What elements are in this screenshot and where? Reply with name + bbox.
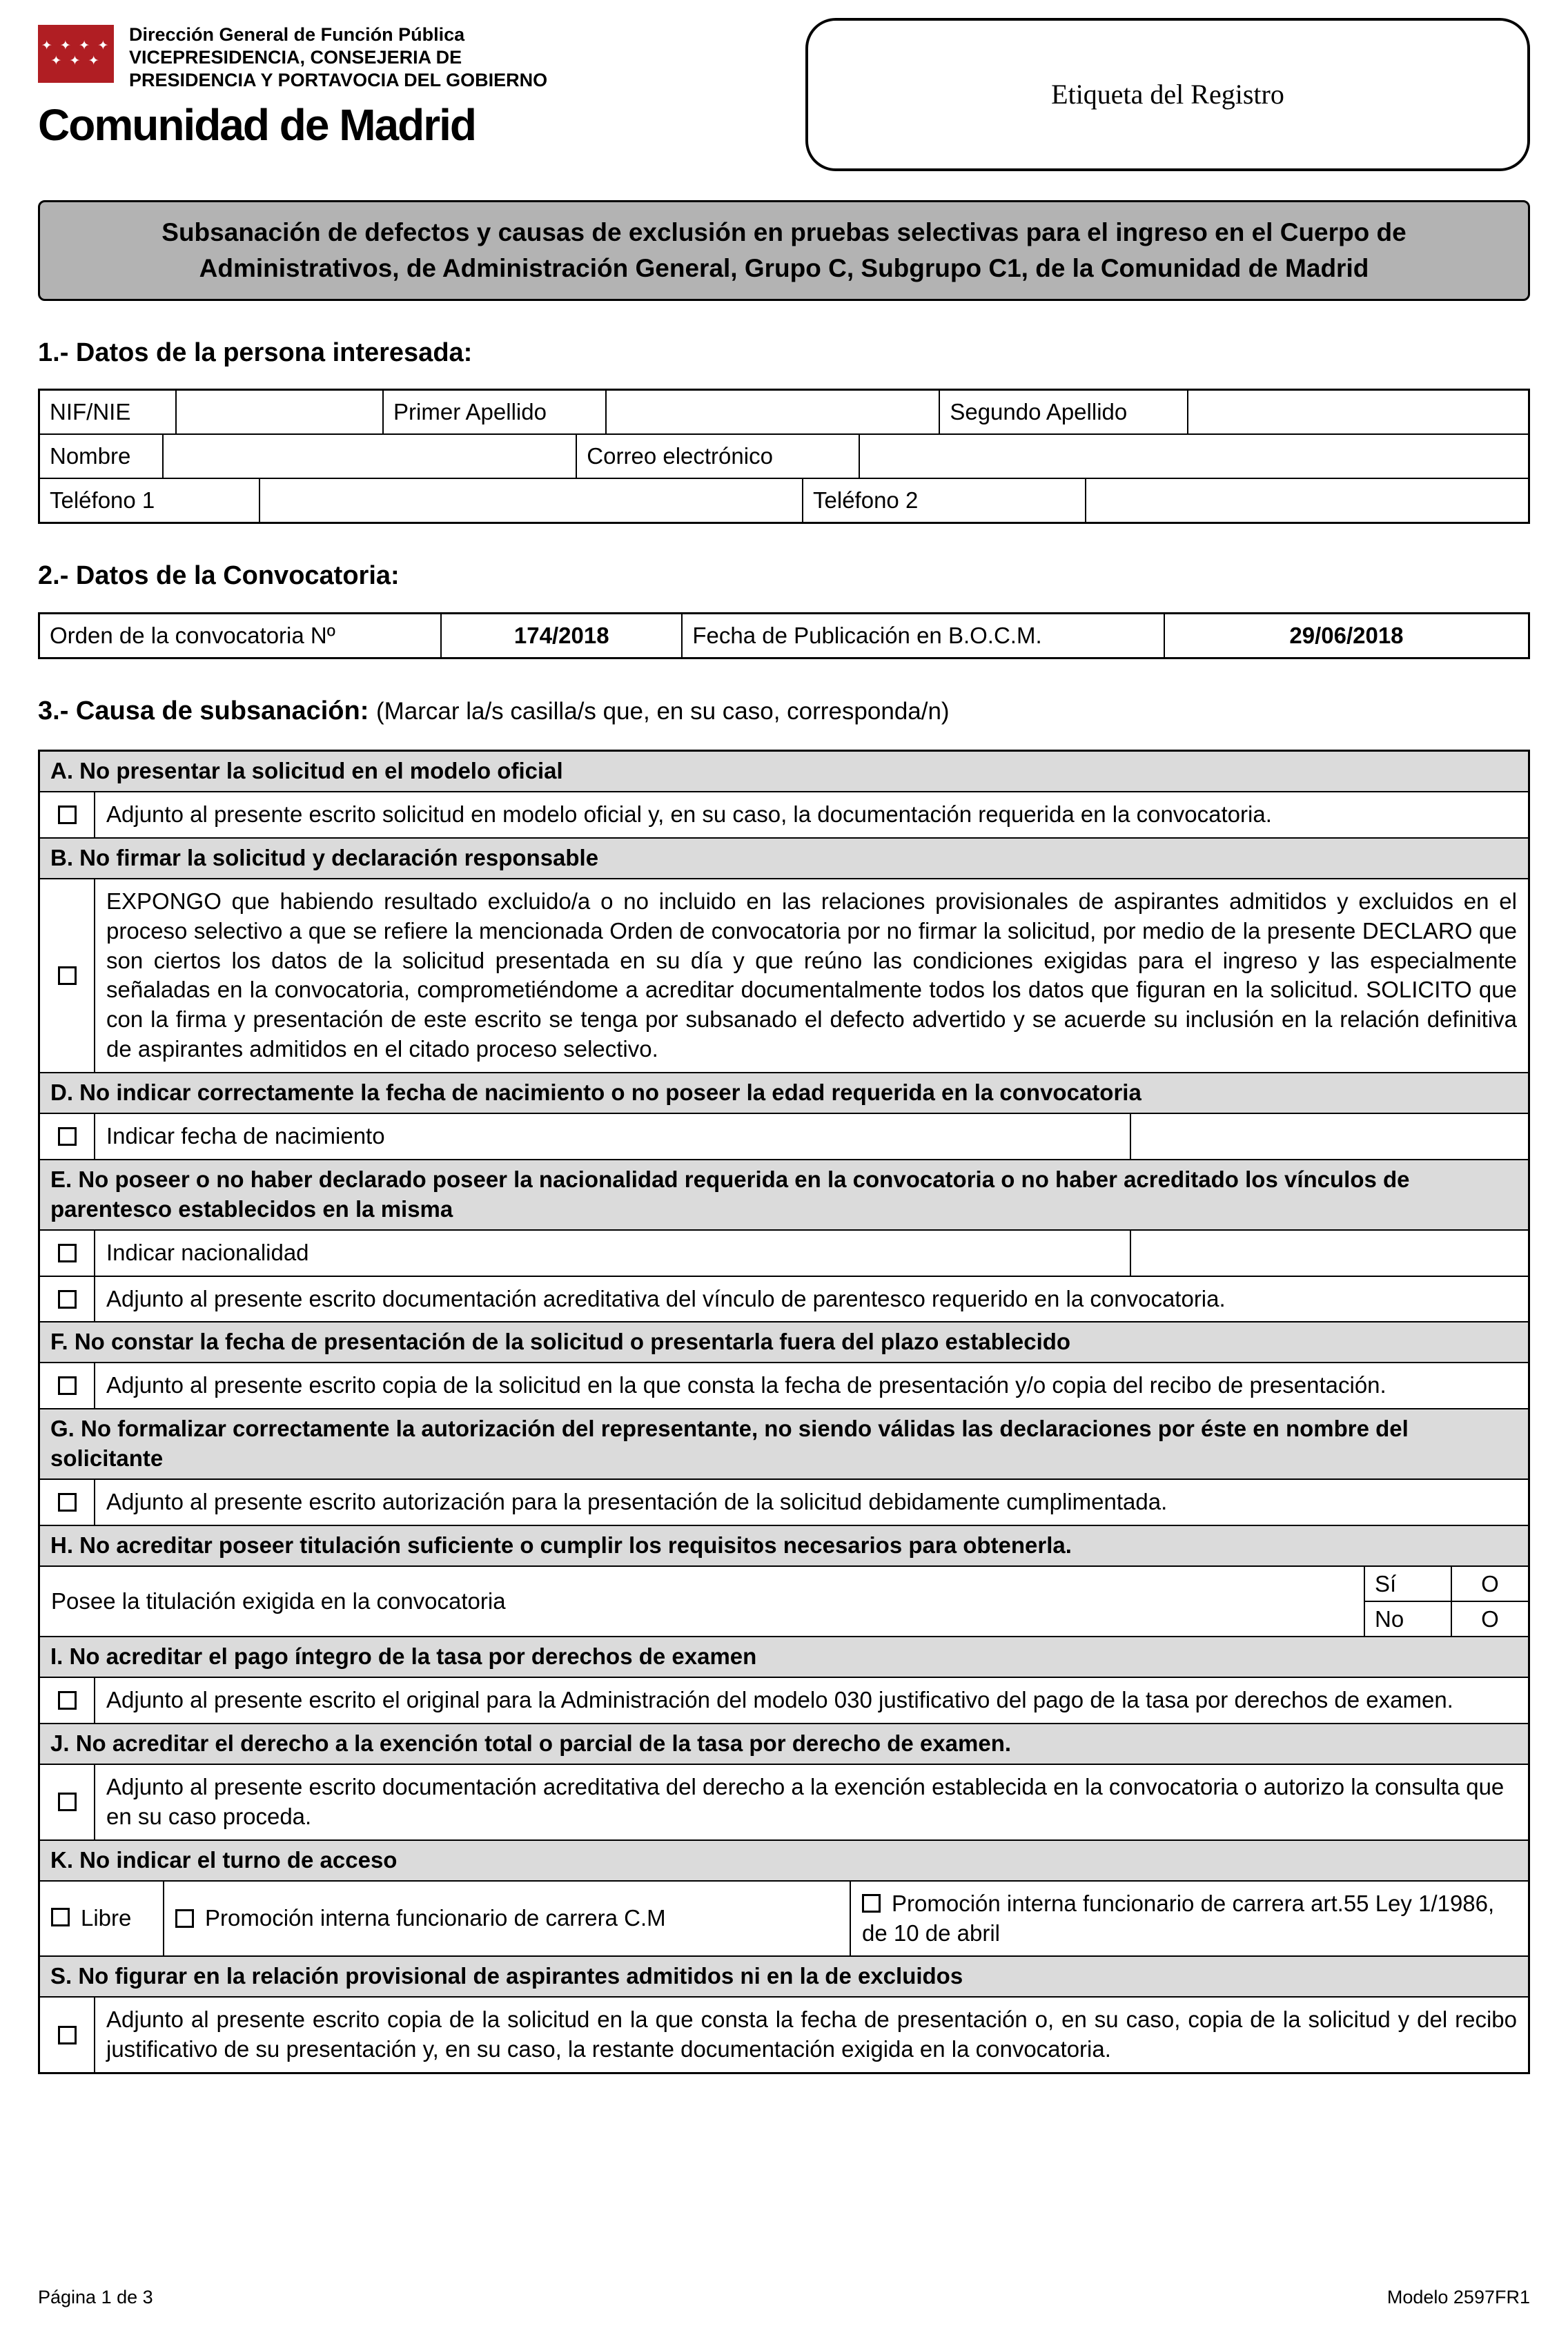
section3-heading-note: (Marcar la/s casilla/s que, en su caso, corresponda/n) [375, 697, 950, 725]
checkbox-e2[interactable] [58, 1290, 77, 1309]
checkbox-f[interactable] [58, 1376, 77, 1395]
option-row-e1 [40, 1229, 1528, 1276]
section3-heading [38, 695, 1530, 728]
checkbox-a[interactable] [58, 806, 77, 824]
row-i-header: I. No acreditar el pago íntegro de la tasa por derechos de examen [40, 1636, 1528, 1677]
titulacion-yn-grid [1364, 1567, 1528, 1637]
row-d-header: D. No indicar correctamente la fecha de nacimiento o no poseer la edad requerida en la convocatoria [40, 1072, 1528, 1113]
checkbox-i[interactable] [58, 1691, 77, 1710]
option-row-a [40, 791, 1528, 837]
checkbox-k-libre[interactable] [51, 1908, 70, 1926]
checkbox-k-promocion-cm[interactable] [175, 1909, 194, 1928]
no-radio[interactable]: O [1481, 1606, 1499, 1632]
row-b-header: B. No firmar la solicitud y declaración responsable [40, 837, 1528, 878]
si-radio[interactable]: O [1481, 1570, 1499, 1597]
option-e2-text: Adjunto al presente escrito documentación acreditativa del vínculo de parentesco requerido en la convocatoria. [106, 1285, 1226, 1311]
brand-wordmark: Comunidad de Madrid [38, 99, 476, 150]
turno-libre-cell [40, 1882, 164, 1956]
fecha-publicacion-label: Fecha de Publicación en B.O.C.M. [683, 614, 1165, 657]
option-g-text: Adjunto al presente escrito autorización para la presentación de la solicitud debidamente cumplimentada. [106, 1489, 1168, 1515]
option-a-text: Adjunto al presente escrito solicitud en modelo oficial y, en su caso, la documentación requerida en la convocatoria. [106, 801, 1272, 827]
flag-stars-icon: ✦ ✦ ✦ [50, 54, 101, 68]
titulacion-no-row [1365, 1601, 1528, 1636]
titulacion-si-row [1365, 1567, 1528, 1601]
form-title: Subsanación de defectos y causas de exclusión en pruebas selectivas para el ingreso en el Cuerpo de Administrativos, de Administración General, Grupo C, Subgrupo C1, de la Comunidad de Madrid [38, 200, 1530, 301]
no-label: No [1365, 1602, 1452, 1636]
causes-table [38, 750, 1530, 2074]
option-d-text: Indicar fecha de nacimiento [106, 1123, 385, 1149]
option-row-h [40, 1565, 1528, 1637]
option-row-f [40, 1362, 1528, 1408]
option-j-text: Adjunto al presente escrito documentación acreditativa del derecho a la exención establecida en la convocatoria o autorizo la consulta que en su caso proceda. [106, 1773, 1505, 1829]
checkbox-g[interactable] [58, 1493, 77, 1512]
option-row-j [40, 1764, 1528, 1839]
flag-stars-icon: ✦ ✦ ✦ ✦ [41, 39, 111, 53]
section1-heading: 1.- Datos de la persona interesada: [38, 338, 473, 367]
section2-heading: 2.- Datos de la Convocatoria: [38, 561, 400, 591]
correo-label: Correo electrónico [577, 435, 860, 478]
fecha-nacimiento-input[interactable] [1130, 1114, 1528, 1159]
nacionalidad-input[interactable] [1130, 1231, 1528, 1276]
row-k-header: K. No indicar el turno de acceso [40, 1839, 1528, 1880]
segundo-apellido-label: Segundo Apellido [940, 391, 1188, 433]
turno-promocion-cm-cell [164, 1882, 851, 1956]
nif-label: NIF/NIE [40, 391, 177, 433]
primer-apellido-label: Primer Apellido [384, 391, 607, 433]
option-row-s [40, 1996, 1528, 2072]
page-header [38, 18, 1530, 171]
turno-promocion-art55-cell [851, 1882, 1528, 1956]
orden-label: Orden de la convocatoria Nº [40, 614, 442, 657]
option-row-e2 [40, 1276, 1528, 1322]
org-line2: VICEPRESIDENCIA, CONSEJERIA DE [129, 46, 462, 68]
nombre-label: Nombre [40, 435, 164, 478]
row-h-header: H. No acreditar poseer titulación suficiente o cumplir los requisitos necesarios para obtenerla. [40, 1525, 1528, 1565]
primer-apellido-input[interactable] [607, 391, 940, 433]
table-row [40, 478, 1528, 522]
row-g-header: G. No formalizar correctamente la autorización del representante, no siendo válidas las declaraciones por éste en nombre del solicitante [40, 1408, 1528, 1478]
personal-data-table [38, 389, 1530, 524]
option-b-text: EXPONGO que habiendo resultado excluido/a o no incluido en las relaciones provisionales de aspirantes admitidos y excluidos en el proceso selectivo a que se refiere la mencionada Orden de convocatoria por no firmar la solicitud, por medio de la presente DECLARO que son ciertos los datos de la solicitud presentada en su día y que reúno las condiciones exigidas para el ingreso y las especialmente señaladas en la convocatoria, comprometiéndome a acreditar documentalmente todos los datos que figuran en la solicitud. SOLICITO que con la firma y presentación de este escrito se tenga por subsanado el defecto advertido y se acuerde su inclusión en la relación definitiva de aspirantes admitidos en el citado proceso selectivo. [106, 888, 1517, 1062]
option-row-d [40, 1113, 1528, 1159]
nif-input[interactable] [177, 391, 384, 433]
org-line3: PRESIDENCIA Y PORTAVOCIA DEL GOBIERNO [129, 69, 548, 90]
telefono2-input[interactable] [1086, 479, 1528, 522]
brand-block [38, 18, 547, 153]
org-name [129, 22, 547, 92]
registry-label: Etiqueta del Registro [1051, 79, 1284, 110]
page-footer [38, 2238, 1530, 2310]
convocatoria-table [38, 612, 1530, 659]
row-a-header: A. No presentar la solicitud en el modelo oficial [40, 752, 1528, 791]
registry-label-box [805, 18, 1530, 171]
option-s-text: Adjunto al presente escrito copia de la solicitud en la que consta la fecha de presentación o, en su caso, copia de la solicitud y del recibo justificativo de su presentación y, en su caso, la restante documentación exigida en la convocatoria. [106, 2007, 1517, 2062]
checkbox-s[interactable] [58, 2026, 77, 2044]
option-e1-text: Indicar nacionalidad [106, 1239, 309, 1265]
fecha-publicacion-value: 29/06/2018 [1289, 622, 1404, 648]
checkbox-j[interactable] [58, 1793, 77, 1811]
option-f-text: Adjunto al presente escrito copia de la solicitud en la que consta la fecha de presentación y/o copia del recibo de presentación. [106, 1372, 1386, 1398]
section3-heading-bold: 3.- Causa de subsanación: [38, 696, 369, 725]
row-f-header: F. No constar la fecha de presentación de la solicitud o presentarla fuera del plazo establecido [40, 1321, 1528, 1362]
org-line1: Dirección General de Función Pública [129, 24, 465, 45]
checkbox-b[interactable] [58, 966, 77, 985]
option-row-k [40, 1880, 1528, 1956]
checkbox-k-promocion-art55[interactable] [862, 1894, 881, 1913]
row-s-header: S. No figurar en la relación provisional de aspirantes admitidos ni en la de excluidos [40, 1955, 1528, 1996]
titulacion-question: Posee la titulación exigida en la convocatoria [51, 1588, 506, 1614]
nombre-input[interactable] [164, 435, 577, 478]
table-row [40, 391, 1528, 433]
telefono1-input[interactable] [260, 479, 803, 522]
option-row-i [40, 1677, 1528, 1723]
correo-input[interactable] [860, 435, 1528, 478]
option-i-text: Adjunto al presente escrito el original para la Administración del modelo 030 justificativo del pago de la tasa por derechos de examen. [106, 1687, 1453, 1713]
si-label: Sí [1365, 1567, 1452, 1601]
orden-value: 174/2018 [442, 614, 683, 657]
row-j-header: J. No acreditar el derecho a la exención total o parcial de la tasa por derecho de examen. [40, 1723, 1528, 1764]
model-number: Modelo 2597FR1 [1386, 2287, 1530, 2308]
table-row [40, 614, 1528, 657]
checkbox-d[interactable] [58, 1127, 77, 1146]
k-promocion-cm-label: Promoción interna funcionario de carrera C.M [205, 1905, 666, 1931]
table-row [40, 433, 1528, 478]
checkbox-e1[interactable] [58, 1244, 77, 1262]
row-e-header: E. No poseer o no haber declarado poseer la nacionalidad requerida en la convocatoria o no haber acreditado los vínculos de parentesco establecidos en la misma [40, 1159, 1528, 1229]
telefono2-label: Teléfono 2 [803, 479, 1086, 522]
segundo-apellido-input[interactable] [1188, 391, 1528, 433]
telefono1-label: Teléfono 1 [40, 479, 260, 522]
option-row-g [40, 1478, 1528, 1525]
page-number: Página 1 de 3 [38, 2287, 153, 2308]
option-row-b [40, 878, 1528, 1072]
k-libre-label: Libre [81, 1905, 132, 1931]
k-promocion-art55-label: Promoción interna funcionario de carrera art.55 Ley 1/1986, de 10 de abril [862, 1890, 1495, 1946]
madrid-flag-logo [38, 25, 114, 83]
